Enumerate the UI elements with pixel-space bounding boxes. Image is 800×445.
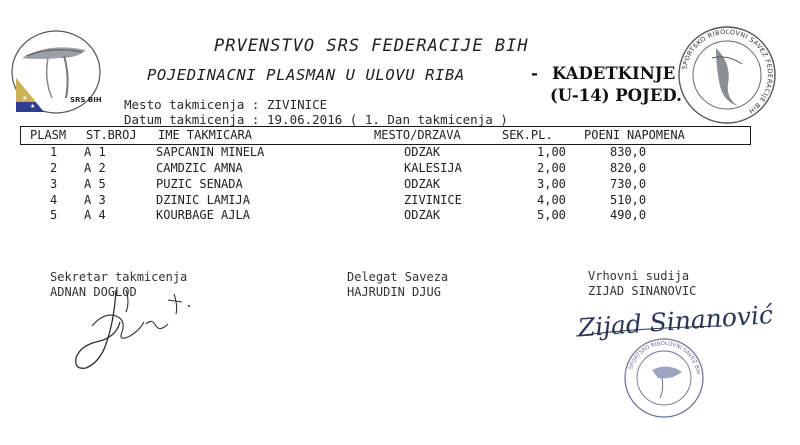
row-sek-pl: 5,00 xyxy=(537,208,566,222)
secretary-title: Sekretar takmicenja xyxy=(50,270,188,284)
row-plasm: 5 xyxy=(50,208,58,222)
row-st-broj: A 2 xyxy=(84,161,106,175)
row-name: SAPCANIN MINELA xyxy=(156,145,265,159)
row-sek-pl: 3,00 xyxy=(537,177,566,191)
svg-text:★: ★ xyxy=(28,87,34,94)
col-napomena: NAPOMENA xyxy=(627,128,685,142)
col-st-broj: ST.BROJ xyxy=(86,128,137,142)
row-st-broj: A 1 xyxy=(84,145,106,159)
page-title: PRVENSTVO SRS FEDERACIJE BIH xyxy=(214,36,529,56)
page-subtitle: POJEDINACNI PLASMAN U ULOVU RIBA xyxy=(147,66,465,84)
row-place: ODZAK xyxy=(404,208,441,222)
row-name: CAMDZIC AMNA xyxy=(156,161,243,175)
row-place: ODZAK xyxy=(404,145,441,159)
svg-text:★: ★ xyxy=(22,95,28,102)
row-name: KOURBAGE AJLA xyxy=(156,208,250,222)
srs-bih-logo xyxy=(8,28,104,116)
stamp-text: SPORTSKO RIBOLOVNI SAVEZ BiH xyxy=(628,340,701,376)
row-poeni: 830,0 xyxy=(610,145,647,159)
row-st-broj: A 5 xyxy=(84,177,106,191)
row-plasm: 1 xyxy=(50,145,58,159)
svg-text:★: ★ xyxy=(30,103,36,110)
category-line-2: (U-14) POJED. xyxy=(550,86,682,105)
delegate-title: Delegat Saveza xyxy=(347,270,449,284)
col-sek-pl: SEK.PL. xyxy=(502,128,553,142)
row-place: KALESIJA xyxy=(404,161,462,175)
row-plasm: 3 xyxy=(50,177,58,191)
row-st-broj: A 4 xyxy=(84,208,106,222)
row-sek-pl: 4,00 xyxy=(537,193,566,207)
delegate-name: HAJRUDIN DJUG xyxy=(347,285,441,299)
secretary-signature xyxy=(56,282,216,382)
date-line: Datum takmicenja : 19.06.2016 ( 1. Dan takmicenja ) xyxy=(124,112,508,127)
row-name: DZINIC LAMIJA xyxy=(156,193,250,207)
col-ime: IME TAKMICARA xyxy=(158,128,252,142)
row-plasm: 2 xyxy=(50,161,58,175)
ribolovni-savez-emblem xyxy=(676,24,778,126)
row-sek-pl: 1,00 xyxy=(537,145,566,159)
category-dash: - xyxy=(531,64,538,83)
row-poeni: 490,0 xyxy=(610,208,647,222)
location-line: Mesto takmicenja : ZIVINICE xyxy=(124,97,328,112)
secretary-name: ADNAN DOGLOD xyxy=(50,285,137,299)
row-st-broj: A 3 xyxy=(84,193,106,207)
category-line-1: KADETKINJE xyxy=(552,64,676,83)
row-plasm: 4 xyxy=(50,193,58,207)
left-logo-text: SRS BIH xyxy=(70,96,102,104)
judge-name: ZIJAD SINANOVIC xyxy=(588,284,697,298)
right-logo-text: SPORTSKO RIBOLOVNI SAVEZ FEDERACIJE BiH xyxy=(680,27,775,116)
official-stamp xyxy=(622,336,706,420)
row-poeni: 820,0 xyxy=(610,161,647,175)
row-place: ZIVINICE xyxy=(404,193,462,207)
row-sek-pl: 2,00 xyxy=(537,161,566,175)
row-poeni: 730,0 xyxy=(610,177,647,191)
row-name: PUZIC SENADA xyxy=(156,177,243,191)
col-plasm: PLASM xyxy=(30,128,67,142)
row-place: ODZAK xyxy=(404,177,441,191)
judge-signature-text: Zijad Sinanović xyxy=(576,299,774,343)
row-poeni: 510,0 xyxy=(610,193,647,207)
judge-title: Vrhovni sudija xyxy=(588,269,690,283)
col-poeni: POENI xyxy=(584,128,621,142)
col-mesto: MESTO/DRZAVA xyxy=(374,128,461,142)
